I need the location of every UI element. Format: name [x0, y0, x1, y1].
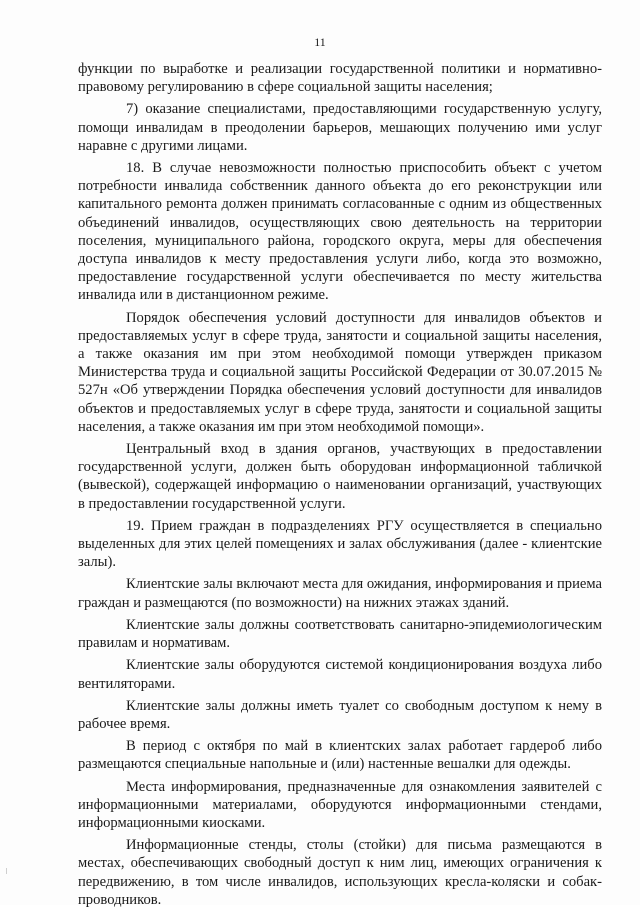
page-number: 11: [314, 35, 326, 49]
paragraph-accessibility-order: Порядок обеспечения условий доступности для инвалидов объектов и предоставляемых услуг в сфере труда, занятости и социальной защиты населения, а также оказания им при этом необходимой помощи утвержден приказом Министерства труда и социальной защиты Российской Федерации от 30.07.2015 № 527н «Об утверждении Порядка обеспечения условий доступности для инвалидов объектов и предоставляемых услуг в сфере труда, занятости и социальной защиты населения, а также оказания им при этом необходимой помощи».: [78, 309, 602, 435]
paragraph-cloakroom: В период с октября по май в клиентских залах работает гардероб либо размещаются специальные напольные и (или) настенные вешалки для одежды.: [78, 738, 602, 773]
paragraph-clause-18: 18. В случае невозможности полностью приспособить объект с учетом потребности инвалида собственник данного объекта до его реконструкции или капитального ремонта должен принимать согласованные с одним из общественных объединений инвалидов, осуществляющих свою деятельность на территории поселения, муниципального района, городского округа, меры для обеспечения доступа инвалидов к месту предоставления услуги либо, когда это возможно, предоставление государственной услуги обеспечивается по месту жительства инвалида или в дистанционном режиме.: [78, 160, 602, 304]
document-body: [78, 60, 602, 913]
paragraph-toilet: Клиентские залы должны иметь туалет со свободным доступом к нему в рабочее время.: [78, 697, 602, 732]
paragraph-central-entrance: Центральный вход в здания органов, участвующих в предоставлении государственной услуги, должен быть оборудован информационной табличкой (вывеской), содержащей информацию о наименовании организаций, участвующих в предоставлении государственной услуги.: [78, 441, 602, 512]
paragraph-information-places: Места информирования, предназначенные для ознакомления заявителей с информационными материалами, оборудуются информационными стендами, информационными киосками.: [78, 778, 602, 831]
scan-artifact: [6, 868, 15, 874]
paragraph-sanitary-rules: Клиентские залы должны соответствовать санитарно-эпидемиологическим правилам и нормативам.: [78, 616, 602, 652]
paragraph-continuation: функции по выработке и реализации государственной политики и нормативно-правовому регулированию в сфере социальной защиты населения;: [78, 61, 602, 96]
paragraph-clause-19: 19. Прием граждан в подразделениях РГУ осуществляется в специально выделенных для этих целей помещениях и залах обслуживания (далее - клиентские залы).: [78, 517, 602, 571]
paragraph-information-stands: Информационные стенды, столы (стойки) для письма размещаются в местах, обеспечивающих свободный доступ к ним лиц, имеющих ограничения к передвижению, в том числе инвалидов, использующих кресла-коляски и собак-проводников.: [78, 837, 602, 908]
paragraph-client-halls-places: Клиентские залы включают места для ожидания, информирования и приема граждан и размещаются (по возможности) на нижних этажах зданий.: [78, 576, 602, 611]
paragraph-item-7: 7) оказание специалистами, предоставляющими государственную услугу, помощи инвалидам в преодолении барьеров, мешающих получению ими услуг наравне с другими лицами.: [78, 101, 602, 154]
paragraph-air-conditioning: Клиентские залы оборудуются системой кондиционирования воздуха либо вентиляторами.: [78, 657, 602, 692]
